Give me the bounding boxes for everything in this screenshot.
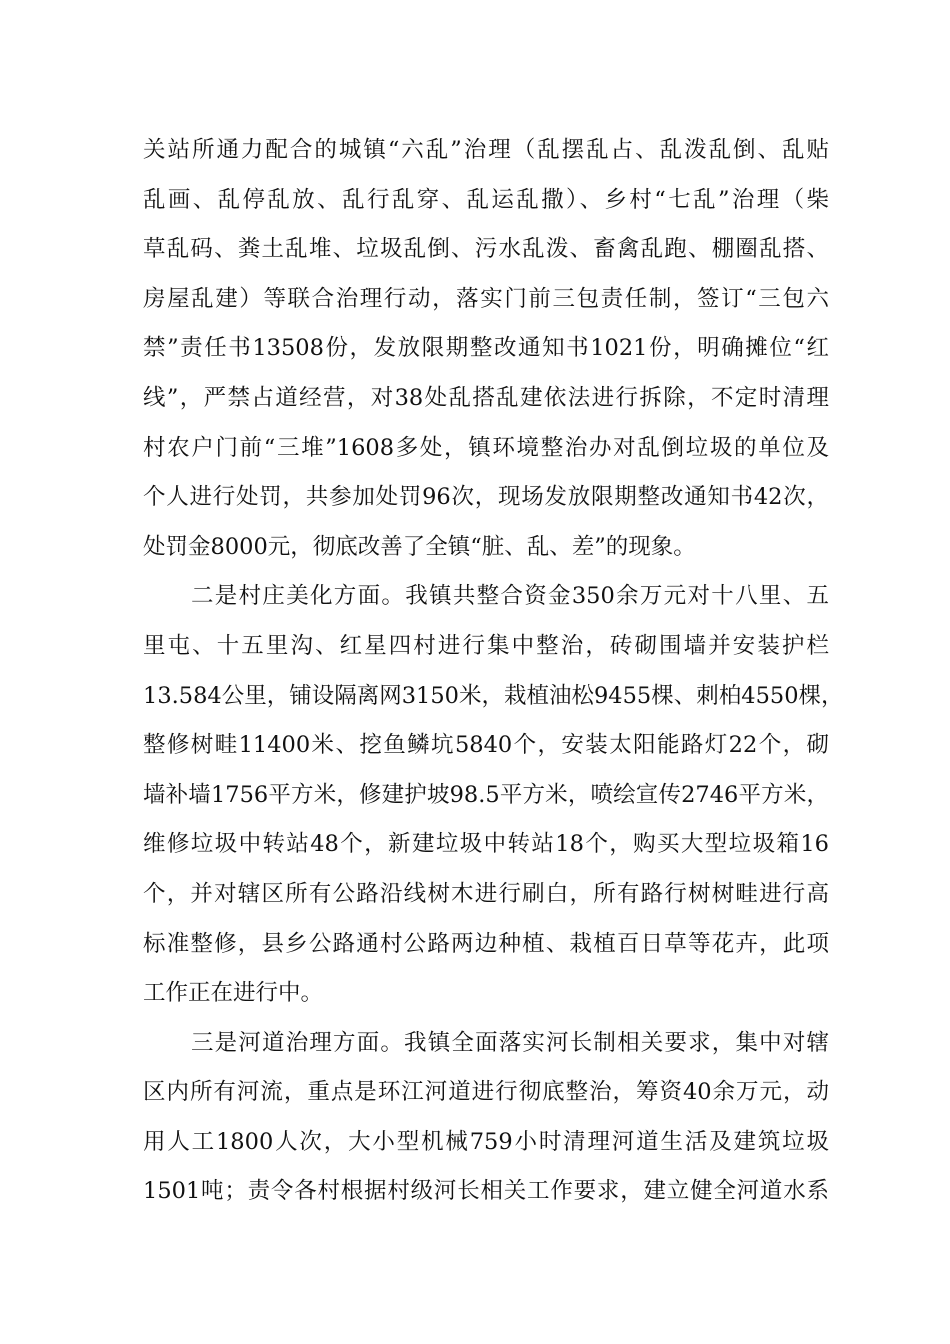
text-line: 维修垃圾中转站48个，新建垃圾中转站18个，购买大型垃圾箱16: [143, 831, 829, 858]
text-line: 用人工1800人次，大小型机械759小时清理河道生活及建筑垃圾: [143, 1128, 829, 1155]
text-line: 里屯、十五里沟、红星四村进行集中整治，砖砌围墙并安装护栏: [143, 632, 829, 659]
text-line: 关站所通力配合的城镇“六乱”治理（乱摆乱占、乱泼乱倒、乱贴: [143, 137, 829, 163]
document-body: [143, 126, 844, 1217]
text-line: 标准整修，县乡公路通村公路两边种植、栽植百日草等花卉，此项: [143, 930, 829, 957]
text-line: 个人进行处罚，共参加处罚96次，现场发放限期整改通知书42次，: [143, 484, 829, 511]
text-line: 1501吨；责令各村根据村级河长相关工作要求，建立健全河道水系: [143, 1178, 829, 1205]
text-line: 工作正在进行中。: [143, 980, 324, 1007]
paragraph-2: [143, 572, 844, 1018]
text-line: 村农户门前“三堆”1608多处，镇环境整治办对乱倒垃圾的单位及: [143, 434, 829, 461]
text-line: 乱画、乱停乱放、乱行乱穿、乱运乱撒）、乡村“七乱”治理（柴: [143, 186, 829, 213]
text-line: 线”，严禁占道经营，对38处乱搭乱建依法进行拆除，不定时清理: [143, 384, 829, 411]
text-line: 房屋乱建）等联合治理行动，落实门前三包责任制，签订“三包六: [143, 285, 829, 312]
text-line: 个，并对辖区所有公路沿线树木进行刷白，所有路行树树畦进行高: [143, 880, 829, 907]
text-line: 禁”责任书13508份，发放限期整改通知书1021份，明确摊位“红: [143, 335, 829, 362]
paragraph-1: [143, 126, 829, 572]
text-line: 草乱码、粪土乱堆、垃圾乱倒、污水乱泼、畜禽乱跑、棚圈乱搭、: [143, 236, 829, 263]
text-line: 处罚金8000元，彻底改善了全镇“脏、乱、差”的现象。: [143, 533, 696, 560]
text-line: 二是村庄美化方面。我镇共整合资金350余万元对十八里、五: [191, 583, 829, 610]
text-line: 三是河道治理方面。我镇全面落实河长制相关要求，集中对辖: [191, 1029, 829, 1056]
paragraph-3: [143, 1019, 829, 1217]
text-line: 整修树畦11400米、挖鱼鳞坑5840个，安装太阳能路灯22个，砌: [143, 732, 829, 759]
text-line: 墙补墙1756平方米，修建护坡98.5平方米，喷绘宣传2746平方米，: [143, 781, 829, 808]
text-line: 13.584公里，铺设隔离网3150米，栽植油松9455棵、刺柏4550棵，: [143, 682, 844, 709]
text-line: 区内所有河流，重点是环江河道进行彻底整治，筹资40余万元，动: [143, 1079, 829, 1106]
